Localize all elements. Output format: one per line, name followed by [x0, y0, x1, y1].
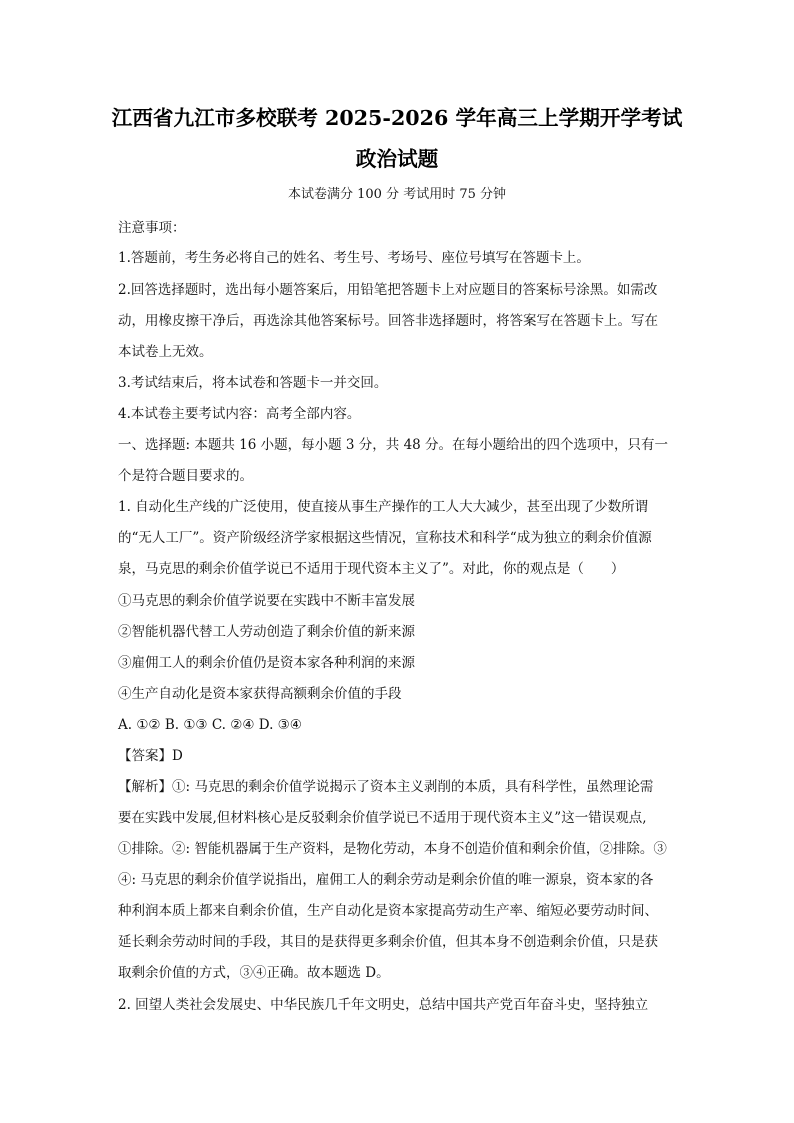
question-stem-line: 1. 自动化生产线的广泛使用，使直接从事生产操作的工人大大减少，甚至出现了少数所谓 [118, 499, 649, 515]
question-stem-line: 泉，马克思的剩余价值学说已不适用于现代资本主义了”。对此，你的观点是（ ） [118, 561, 625, 577]
question-stem-line: 2. 回望人类社会发展史、中华民族几千年文明史，总结中国共产党百年奋斗史，坚持独立 [118, 997, 649, 1013]
answer-options: A. ①② B. ①③ C. ②④ D. ③④ [118, 717, 302, 733]
analysis-line: ①排除。②: 智能机器属于生产资料，是物化劳动，本身不创造价值和剩余价值，②排除。③ [118, 841, 667, 857]
notes-heading: 注意事项： [118, 220, 186, 236]
question-item: ④生产自动化是资本家获得高额剩余价值的手段 [118, 686, 402, 702]
question-item: ③雇佣工人的剩余价值仍是资本家各种利润的来源 [118, 655, 415, 671]
analysis-line: 要在实践中发展,但材料核心是反驳剩余价值学说已不适用于现代资本主义”这一错误观点, [118, 810, 647, 826]
note-line: 2.回答选择题时，选出每小题答案后，用铅笔把答题卡上对应题目的答案标号涂黑。如需改 [118, 282, 658, 298]
note-line: 1.答题前，考生务必将自己的姓名、考生号、考场号、座位号填写在答题卡上。 [118, 250, 590, 266]
note-line: 4.本试卷主要考试内容：高考全部内容。 [118, 406, 361, 422]
analysis-line: ④: 马克思的剩余价值学说指出，雇佣工人的剩余劳动是剩余价值的唯一源泉，资本家的各 [118, 872, 654, 888]
question-stem-line: 的“无人工厂”。资产阶级经济学家根据这些情况，宣称技术和科学“成为独立的剩余价值源 [118, 530, 652, 546]
note-line: 动，用橡皮擦干净后，再选涂其他答案标号。回答非选择题时，将答案写在答题卡上。写在 [118, 313, 658, 329]
question-item: ①马克思的剩余价值学说要在实践中不断丰富发展 [118, 593, 415, 609]
note-line: 本试卷上无效。 [118, 344, 213, 360]
analysis-line: 取剩余价值的方式，③④正确。故本题选 D。 [118, 965, 390, 981]
question-item: ②智能机器代替工人劳动创造了剩余价值的新来源 [118, 624, 415, 640]
exam-title: 江西省九江市多校联考 2025-2026 学年高三上学期开学考试 [111, 106, 683, 130]
section-heading-line: 一、选择题: 本题共 16 小题，每小题 3 分，共 48 分。在每小题给出的四个选项中，只有一 [118, 437, 669, 453]
exam-subject-title: 政治试题 [355, 147, 439, 171]
section-heading-line: 个是符合题目要求的。 [118, 468, 253, 484]
analysis-line: 延长剩余劳动时间的手段，其目的是获得更多剩余价值，但其本身不创造剩余价值，只是获 [118, 934, 658, 950]
note-line: 3.考试结束后，将本试卷和答题卡一并交回。 [118, 375, 388, 391]
analysis-line: 【解析】①: 马克思的剩余价值学说揭示了资本主义剥削的本质，具有科学性，虽然理论需 [118, 779, 654, 795]
exam-info: 本试卷满分 100 分 考试用时 75 分钟 [287, 187, 507, 202]
analysis-line: 种利润本质上都来自剩余价值，生产自动化是资本家提高劳动生产率、缩短必要劳动时间、 [118, 903, 658, 919]
answer-key: 【答案】D [118, 748, 183, 764]
